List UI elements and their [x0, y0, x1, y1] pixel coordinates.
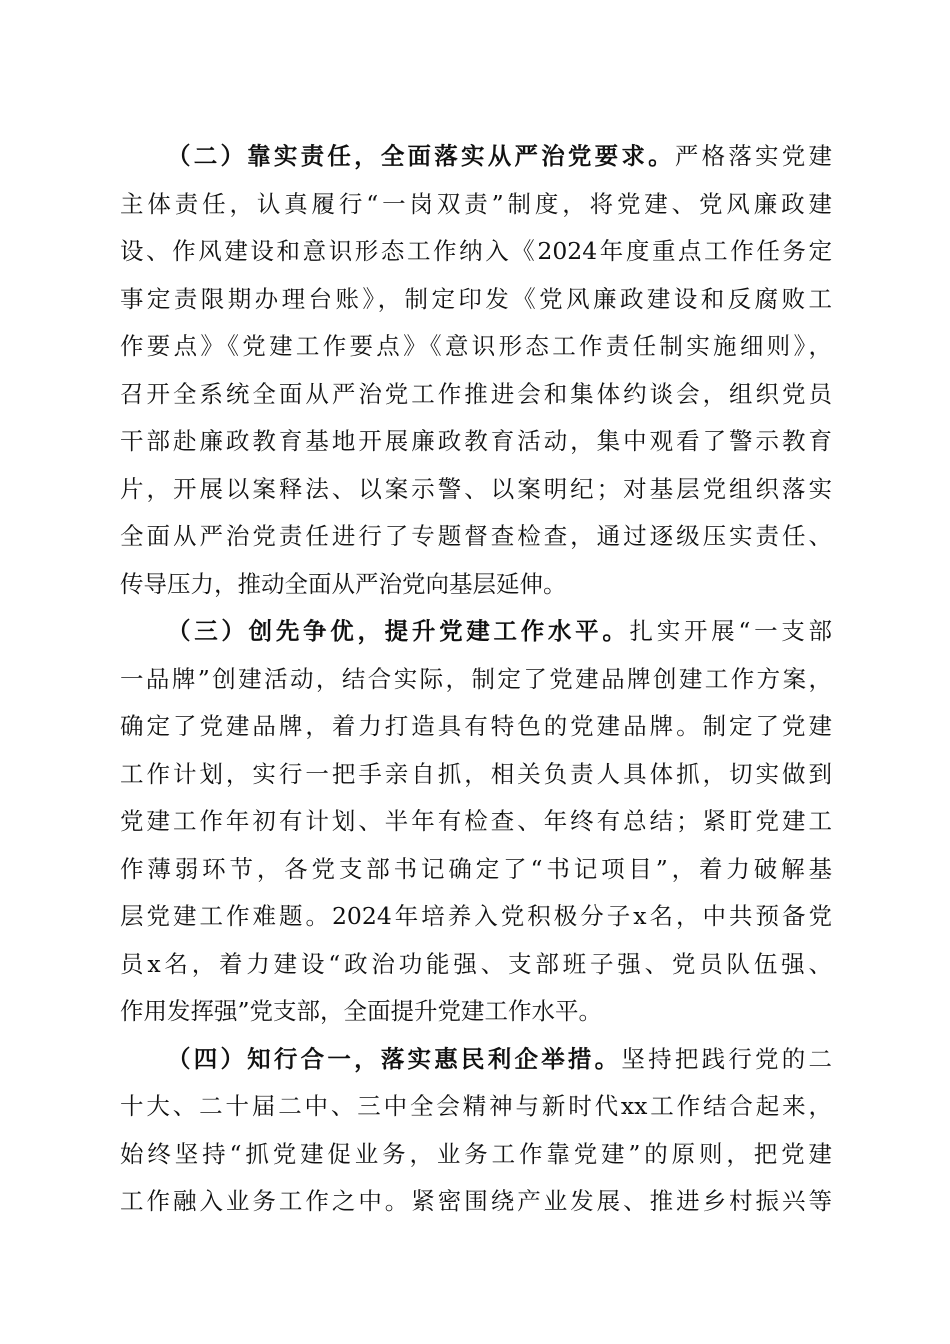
- paragraph-line: 十大、二十届二中、三中全会精神与新时代xx工作结合起来，: [120, 1092, 832, 1120]
- paragraph-line: 层党建工作难题。2024年培养入党积极分子x名，中共预备党: [120, 902, 832, 930]
- paragraph-line: 员x名，着力建设“政治功能强、支部班子强、党员队伍强、: [120, 949, 832, 978]
- paragraph-line: 全面从严治党责任进行了专题督查检查，通过逐级压实责任、: [120, 522, 832, 550]
- section-3: [120, 608, 832, 1036]
- paragraph-line: 确定了党建品牌，着力打造具有特色的党建品牌。制定了党建: [120, 712, 832, 740]
- paragraph-line: 召开全系统全面从严治党工作推进会和集体约谈会，组织党员: [120, 379, 832, 408]
- paragraph-line: [120, 608, 832, 656]
- paragraph-line: 作要点》《党建工作要点》《意识形态工作责任制实施细则》，: [120, 332, 832, 360]
- paragraph-line: 设、作风建设和意识形态工作纳入《2024年度重点工作任务定: [120, 237, 832, 265]
- section-2: [120, 133, 832, 608]
- body-text: 坚持把践行党的二: [621, 1044, 833, 1073]
- body-text: 严格落实党建: [674, 142, 833, 170]
- paragraph-line: 主体责任，认真履行“一岗双责”制度，将党建、党风廉政建: [120, 189, 832, 218]
- paragraph-line: [120, 133, 832, 181]
- paragraph-line: 工作计划，实行一把手亲自抓，相关负责人具体抓，切实做到: [120, 759, 832, 788]
- paragraph-line: 干部赴廉政教育基地开展廉政教育活动，集中观看了警示教育: [120, 427, 832, 455]
- paragraph-line: [120, 1036, 832, 1084]
- paragraph-line: 事定责限期办理台账》，制定印发《党风廉政建设和反腐败工: [120, 284, 832, 313]
- paragraph-line: 片，开展以案释法、以案示警、以案明纪；对基层党组织落实: [120, 474, 832, 503]
- paragraph-line: 作用发挥强”党支部，全面提升党建工作水平。: [120, 997, 603, 1025]
- paragraph-line: 工作融入业务工作之中。紧密围绕产业发展、推进乡村振兴等: [120, 1187, 832, 1215]
- section-heading: （四）知行合一，落实惠民利企举措。: [167, 1044, 622, 1073]
- paragraph-line: 作薄弱环节，各党支部书记确定了“书记项目”，着力破解基: [120, 854, 832, 883]
- body-text: 扎实开展“一支部: [629, 617, 832, 645]
- paragraph-line: 始终坚持“抓党建促业务，业务工作靠党建”的原则，把党建: [120, 1139, 832, 1168]
- document-page: [120, 133, 832, 1226]
- paragraph-line: 党建工作年初有计划、半年有检查、年终有总结；紧盯党建工: [120, 807, 832, 835]
- section-heading: （二）靠实责任，全面落实从严治党要求。: [167, 142, 675, 170]
- paragraph-line: 一品牌”创建活动，结合实际，制定了党建品牌创建工作方案，: [120, 664, 832, 693]
- section-heading: （三）创先争优，提升党建工作水平。: [167, 617, 630, 645]
- section-4: [120, 1036, 832, 1226]
- paragraph-line: 传导压力，推动全面从严治党向基层延伸。: [120, 569, 567, 598]
